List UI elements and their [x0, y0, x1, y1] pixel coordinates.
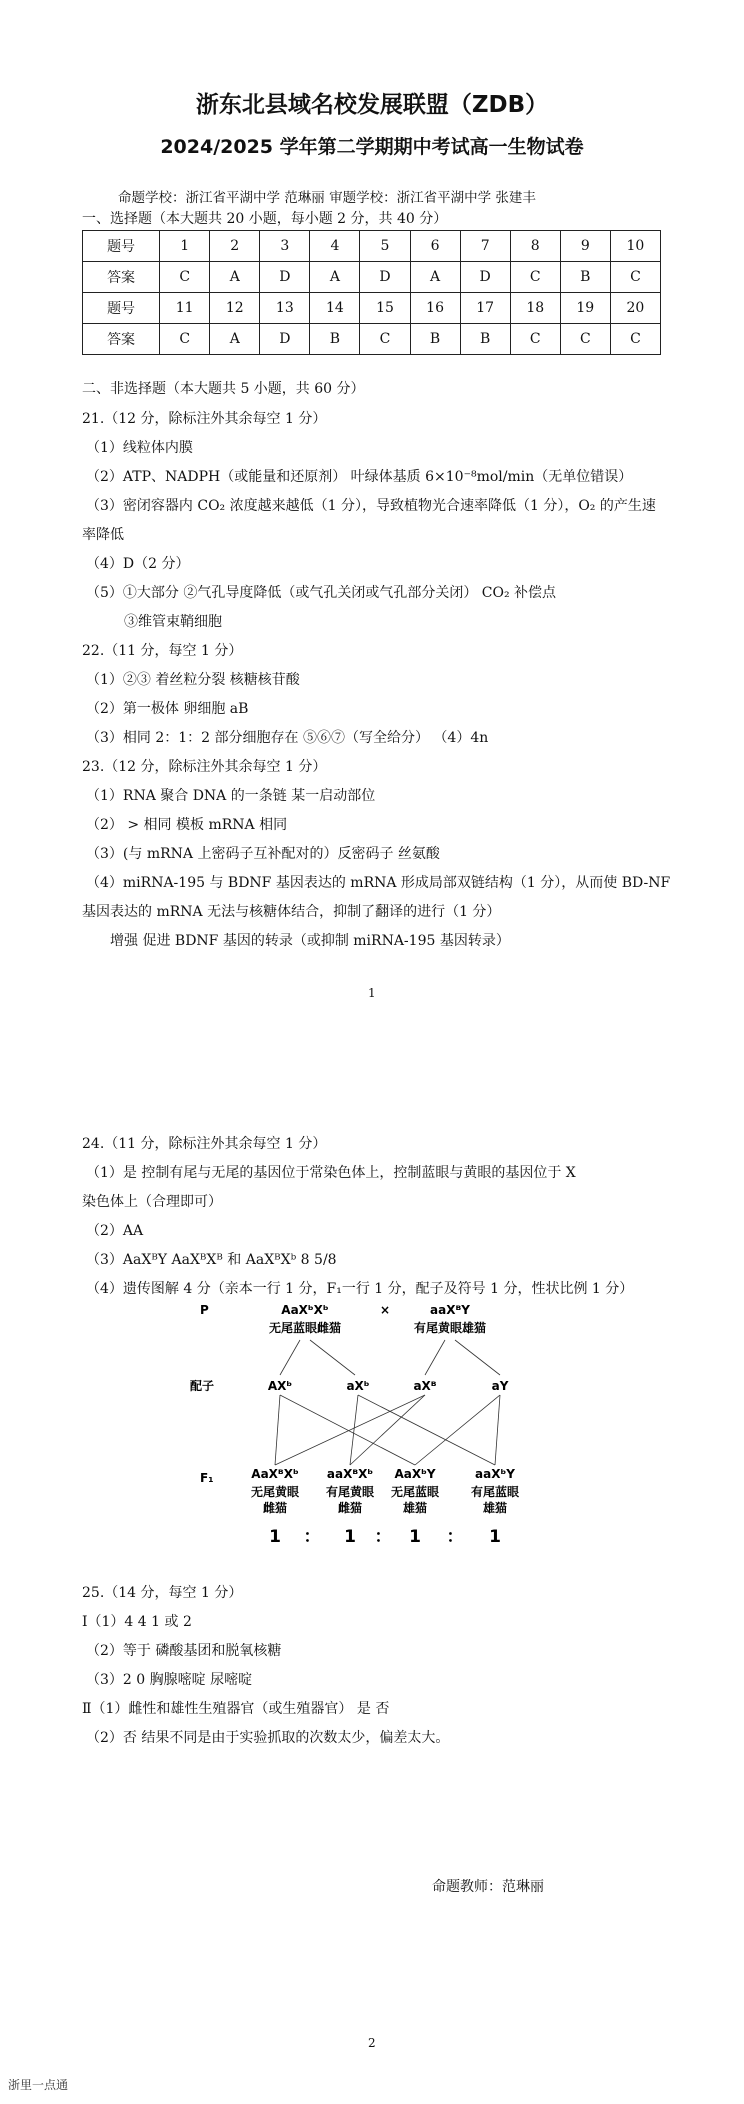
answer-table-cell: 20	[610, 293, 660, 324]
answer-table-cell: C	[610, 262, 660, 293]
answer-table-row	[83, 293, 661, 324]
q24-line3: （3）AaXᴮY AaXᴮXᴮ 和 AaXᴮXᵇ 8 5/8	[86, 1252, 337, 1268]
answer-table-row	[83, 262, 661, 293]
ratio-sep-1: ：	[303, 1527, 321, 1547]
q23-line4b: 基因表达的 mRNA 无法与核糖体结合，抑制了翻译的进行（1 分）	[82, 904, 501, 920]
ratio-4: 1	[489, 1527, 501, 1547]
q24-line2: （2）AA	[86, 1223, 144, 1239]
answer-table-cell: A	[210, 324, 260, 355]
q24-line1b: 染色体上（合理即可）	[82, 1194, 222, 1210]
q21-heading: 21.（12 分，除标注外其余每空 1 分）	[82, 411, 327, 427]
answer-table-cell: 16	[410, 293, 460, 324]
q25-line1: Ⅰ（1）4 4 1 或 2	[82, 1614, 192, 1630]
q22-heading: 22.（11 分，每空 1 分）	[82, 643, 243, 659]
q24-line1: （1）是 控制有尾与无尾的基因位于常染色体上，控制蓝眼与黄眼的基因位于 X	[86, 1165, 576, 1181]
q24-line4: （4）遗传图解 4 分（亲本一行 1 分，F₁一行 1 分，配子及符号 1 分，性状比例 1 分）	[86, 1281, 634, 1297]
q25-line3: （3）2 0 胸腺嘧啶 尿嘧啶	[86, 1672, 253, 1688]
q23-line1: （1）RNA 聚合 DNA 的一条链 某一启动部位	[86, 788, 376, 804]
q23-line4: （4）miRNA-195 与 BDNF 基因表达的 mRNA 形成局部双链结构（1 分），从而使 BD-NF	[86, 875, 671, 891]
f1-genotype-4: aaXᵇY	[475, 1467, 515, 1481]
answer-table-cell: 15	[360, 293, 410, 324]
answer-table-cell: 7	[460, 231, 510, 262]
answer-table-cell: C	[360, 324, 410, 355]
answer-table-cell: 17	[460, 293, 510, 324]
answer-table-cell: 18	[510, 293, 560, 324]
answer-table-cell: 9	[560, 231, 610, 262]
answer-table-row	[83, 231, 661, 262]
answer-table-cell: 10	[610, 231, 660, 262]
f1-phenotype-4a: 有尾蓝眼	[470, 1485, 520, 1499]
answer-table-cell: B	[560, 262, 610, 293]
cross-symbol: ×	[379, 1303, 391, 1317]
f1-phenotype-3a: 无尾蓝眼	[390, 1485, 440, 1499]
page-title: 浙东北县域名校发展联盟（ZDB）	[195, 92, 549, 118]
gamete-4: aY	[491, 1379, 509, 1393]
exam-subtitle: 2024/2025 学年第二学期期中考试高一生物试卷	[160, 136, 584, 158]
q23-line2: （2） > 相同 模板 mRNA 相同	[86, 817, 288, 833]
q21-line3b: 率降低	[82, 527, 124, 543]
q22-line2: （2）第一极体 卵细胞 aB	[86, 701, 249, 717]
page-number-1: 1	[368, 986, 376, 1000]
parent1-genotype: AaXᵇXᵇ	[281, 1303, 329, 1317]
answer-table-cell: A	[210, 262, 260, 293]
q24-heading: 24.（11 分，除标注外其余每空 1 分）	[82, 1136, 327, 1152]
answer-table-cell: 3	[260, 231, 310, 262]
answer-table-row-label: 题号	[83, 231, 160, 262]
answer-table-cell: D	[260, 324, 310, 355]
q21-line6: ③维管束鞘细胞	[124, 614, 222, 630]
diagram-p-label: P	[200, 1303, 209, 1317]
diagram-lines	[275, 1340, 500, 1465]
f1-phenotype-1a: 无尾黄眼	[250, 1485, 300, 1499]
f1-genotype-2: aaXᴮXᵇ	[326, 1467, 374, 1481]
answer-table	[82, 230, 661, 355]
author-line: 命题学校：浙江省平湖中学 范琳丽 审题学校：浙江省平湖中学 张建丰	[118, 190, 536, 206]
answer-table-cell: 5	[360, 231, 410, 262]
answer-table-row	[83, 324, 661, 355]
ratio-sep-3: ：	[446, 1527, 464, 1547]
ratio-3: 1	[409, 1527, 421, 1547]
q22-line3: （3）相同 2：1：2 部分细胞存在 ⑤⑥⑦（写全给分） （4）4n	[86, 730, 489, 746]
ratio-1: 1	[269, 1527, 281, 1547]
f1-genotype-1: AaXᴮXᵇ	[251, 1467, 299, 1481]
ratio-sep-2: ：	[374, 1527, 392, 1547]
answer-table-cell: B	[460, 324, 510, 355]
q25-line5: （2）否 结果不同是由于实验抓取的次数太少，偏差太大。	[86, 1730, 450, 1746]
answer-table-cell: 2	[210, 231, 260, 262]
parent1-phenotype: 无尾蓝眼雌猫	[268, 1321, 342, 1335]
q21-line2: （2）ATP、NADPH（或能量和还原剂） 叶绿体基质 6×10⁻⁸mol/min（无单位错误）	[86, 469, 633, 485]
f1-phenotype-2b: 雌猫	[337, 1501, 363, 1515]
page-number-2: 2	[368, 2036, 376, 2050]
q25-line2: （2）等于 磷酸基团和脱氧核糖	[86, 1643, 282, 1659]
genetic-cross-diagram	[180, 1300, 580, 1560]
answer-table-cell: A	[310, 262, 360, 293]
answer-table-cell: C	[510, 262, 560, 293]
answer-table-row-label: 答案	[83, 262, 160, 293]
answer-table-cell: 4	[310, 231, 360, 262]
answer-table-cell: C	[610, 324, 660, 355]
f1-phenotype-3b: 雄猫	[402, 1501, 428, 1515]
gamete-1: AXᵇ	[267, 1379, 293, 1393]
answer-table-cell: D	[260, 262, 310, 293]
q23-heading: 23.（12 分，除标注外其余每空 1 分）	[82, 759, 327, 775]
section2-heading: 二、非选择题（本大题共 5 小题，共 60 分）	[82, 381, 365, 397]
answer-table-cell: C	[510, 324, 560, 355]
q21-line1: （1）线粒体内膜	[86, 440, 193, 456]
parent2-phenotype: 有尾黄眼雄猫	[413, 1321, 487, 1335]
answer-table-cell: 1	[160, 231, 210, 262]
answer-table-cell: 11	[160, 293, 210, 324]
answer-table-cell: B	[310, 324, 360, 355]
answer-table-cell: D	[460, 262, 510, 293]
diagram-gamete-label: 配子	[190, 1379, 215, 1393]
answer-table-cell: D	[360, 262, 410, 293]
q21-line3: （3）密闭容器内 CO₂ 浓度越来越低（1 分），导致植物光合速率降低（1 分），O₂ 的产生速	[86, 498, 656, 514]
f1-phenotype-4b: 雄猫	[482, 1501, 508, 1515]
gamete-2: aXᵇ	[346, 1379, 370, 1393]
q21-line5: （5）①大部分 ②气孔导度降低（或气孔关闭或气孔部分关闭） CO₂ 补偿点	[86, 585, 557, 601]
q23-line5: 增强 促进 BDNF 基因的转录（或抑制 miRNA-195 基因转录）	[110, 933, 510, 949]
answer-table-cell: C	[160, 262, 210, 293]
answer-table-cell: 13	[260, 293, 310, 324]
answer-table-cell: 12	[210, 293, 260, 324]
ratio-2: 1	[344, 1527, 356, 1547]
f1-phenotype-1b: 雌猫	[262, 1501, 288, 1515]
answer-table-row-label: 题号	[83, 293, 160, 324]
q25-line4: Ⅱ（1）雌性和雄性生殖器官（或生殖器官） 是 否	[82, 1701, 390, 1717]
f1-phenotype-2a: 有尾黄眼	[325, 1485, 375, 1499]
answer-table-cell: B	[410, 324, 460, 355]
teacher-signature: 命题教师：范琳丽	[432, 1879, 544, 1895]
answer-table-row-label: 答案	[83, 324, 160, 355]
q22-line1: （1）②③ 着丝粒分裂 核糖核苷酸	[86, 672, 300, 688]
watermark-text: 浙里一点通	[8, 2078, 69, 2092]
q21-line4: （4）D（2 分）	[86, 556, 190, 572]
parent2-genotype: aaXᴮY	[430, 1303, 470, 1317]
answer-table-cell: 8	[510, 231, 560, 262]
answer-table-cell: A	[410, 262, 460, 293]
diagram-f1-label: F₁	[200, 1471, 214, 1485]
answer-table-cell: C	[560, 324, 610, 355]
answer-table-cell: 14	[310, 293, 360, 324]
f1-genotype-3: AaXᵇY	[394, 1467, 436, 1481]
q25-heading: 25.（14 分，每空 1 分）	[82, 1585, 243, 1601]
answer-table-cell: 19	[560, 293, 610, 324]
answer-table-cell: C	[160, 324, 210, 355]
q23-line3: （3）(与 mRNA 上密码子互补配对的）反密码子 丝氨酸	[86, 846, 440, 862]
section1-heading: 一、选择题（本大题共 20 小题，每小题 2 分，共 40 分）	[82, 211, 448, 227]
gamete-3: aXᴮ	[413, 1379, 437, 1393]
answer-table-cell: 6	[410, 231, 460, 262]
